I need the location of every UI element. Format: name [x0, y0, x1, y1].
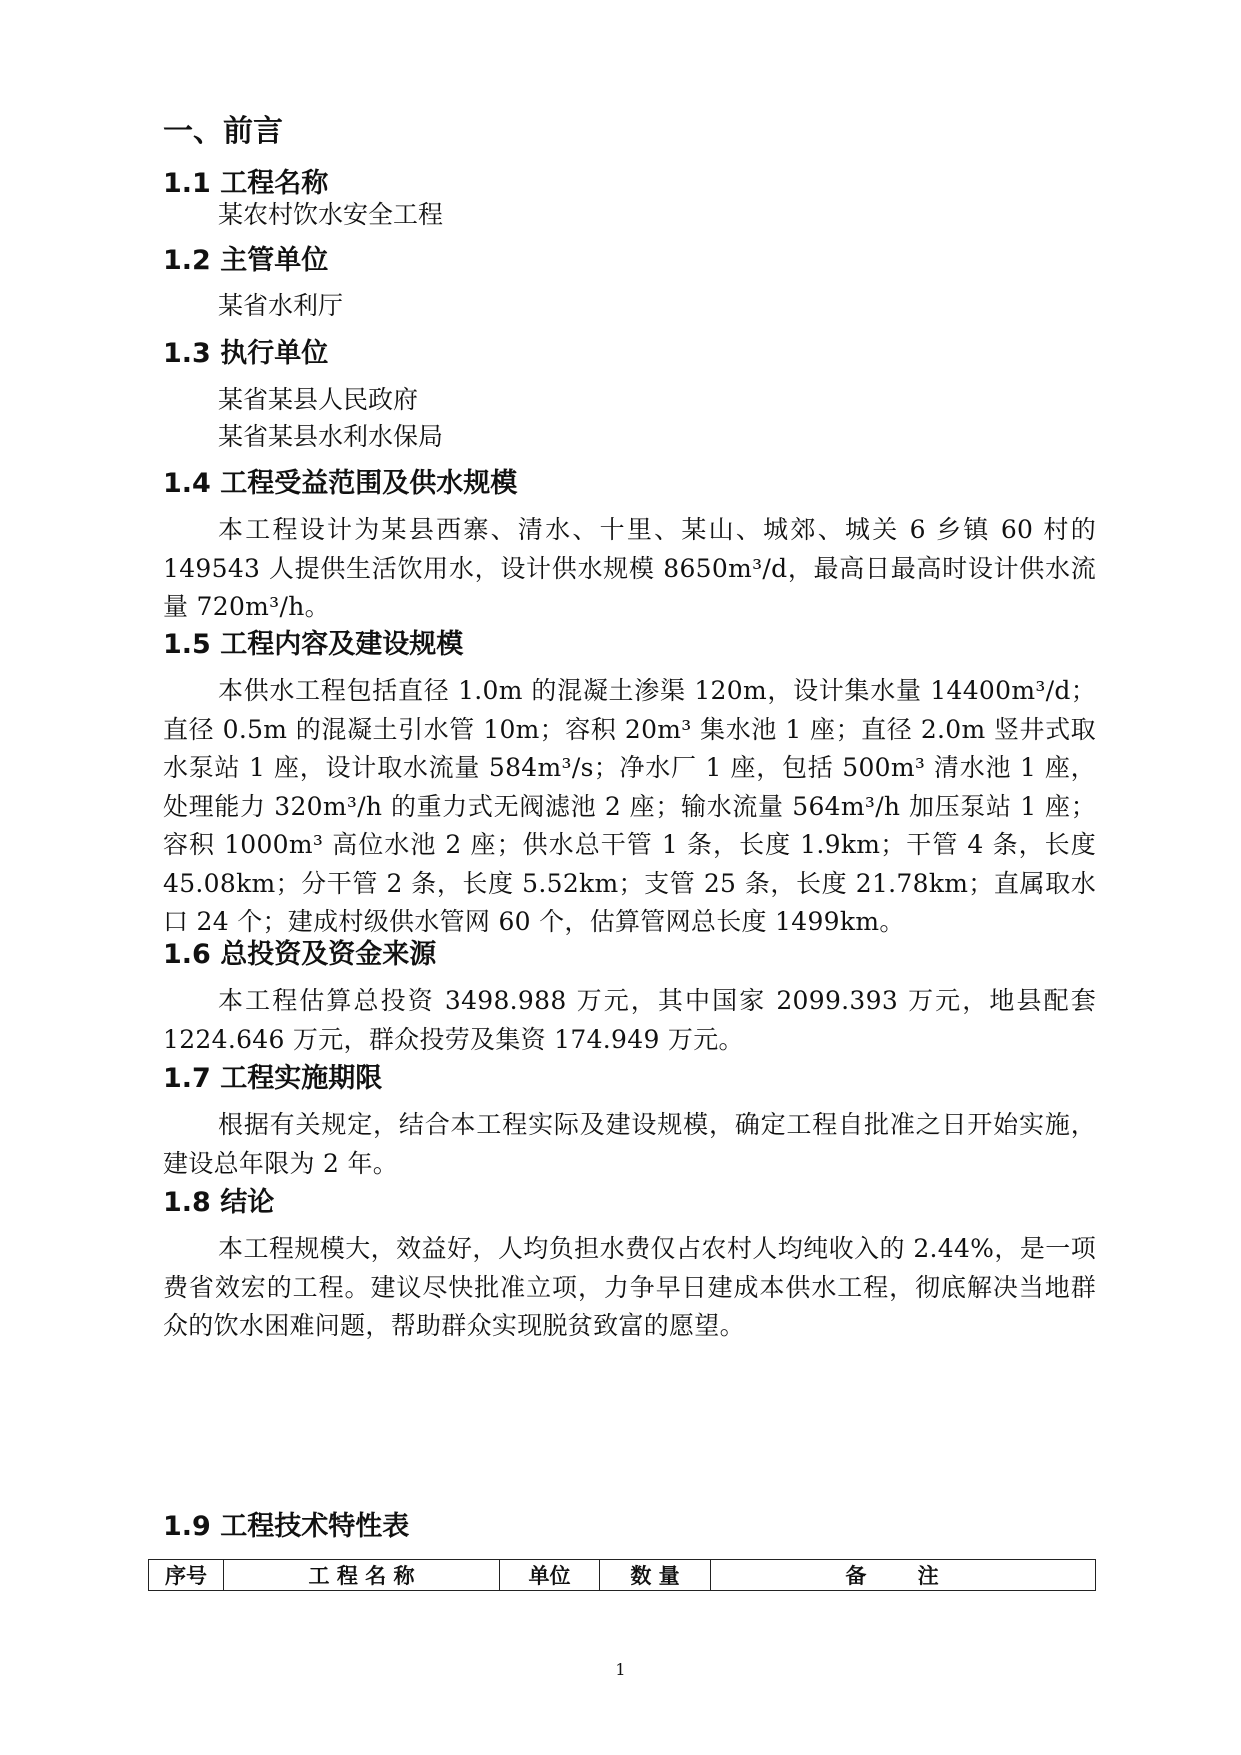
header-unit: 单位: [500, 1560, 600, 1591]
header-project-name: 工 程 名 称: [224, 1560, 500, 1591]
section-heading-1-2: 1.2 主管单位: [163, 245, 329, 276]
section-heading-1-4: 1.4 工程受益范围及供水规模: [163, 468, 518, 499]
header-quantity: 数 量: [600, 1560, 711, 1591]
page-title: 一、前言: [163, 114, 283, 149]
section-heading-1-6: 1.6 总投资及资金来源: [163, 939, 437, 970]
executor-line-2: 某省某县水利水保局: [218, 422, 444, 451]
page-number: 1: [615, 1660, 626, 1679]
table-header-row: [149, 1560, 1096, 1591]
section-heading-1-9: 1.9 工程技术特性表: [163, 1511, 410, 1542]
technical-spec-table: [148, 1559, 1096, 1591]
header-remarks: 备 注: [711, 1560, 1096, 1591]
executor-line-1: 某省某县人民政府: [218, 385, 419, 414]
section-heading-1-8: 1.8 结论: [163, 1187, 275, 1218]
section-heading-1-5: 1.5 工程内容及建设规模: [163, 629, 464, 660]
section-1-5-paragraph: 本供水工程包括直径 1.0m 的混凝土渗渠 120m，设计集水量 14400m³/d；直径 0.5m 的混凝土引水管 10m；容积 20m³ 集水池 1 座；直径 2.0m 竖井式取水泵站 1 座，设计取水流量 584m³/s；净水厂 1 座，包括 500m³ 清水池 1 座，处理能力 320m³/h 的重力式无阀滤池 2 座；输水流量 564m³/h 加压泵站 1 座；容积 1000m³ 高位水池 2 座；供水总干管 1 条，长度 1.9km；干管 4 条，长度 45.08km；分干管 2 条，长度 5.52km；支管 25 条，长度 21.78km；直属取水口 24 个；建成村级供水管网 60 个，估算管网总长度 1499km。: [163, 676, 1096, 936]
section-1-8-paragraph: 本工程规模大，效益好，人均负担水费仅占农村人均纯收入的 2.44%，是一项费省效宏的工程。建议尽快批准立项，力争早日建成本供水工程，彻底解决当地群众的饮水困难问题，帮助群众实现脱贫致富的愿望。: [163, 1234, 1096, 1340]
section-1-6-paragraph: 本工程估算总投资 3498.988 万元，其中国家 2099.393 万元，地县配套 1224.646 万元，群众投劳及集资 174.949 万元。: [163, 986, 1096, 1054]
header-serial: 序号: [149, 1560, 224, 1591]
section-1-7-paragraph: 根据有关规定，结合本工程实际及建设规模，确定工程自批准之日开始实施，建设总年限为 2 年。: [163, 1110, 1096, 1178]
section-heading-1-3: 1.3 执行单位: [163, 338, 329, 369]
project-name: 某农村饮水安全工程: [218, 200, 444, 229]
section-1-4-paragraph: 本工程设计为某县西寨、清水、十里、某山、城郊、城关 6 乡镇 60 村的 149543 人提供生活饮用水，设计供水规模 8650m³/d，最高日最高时设计供水流量 720m³/h。: [163, 515, 1096, 621]
section-heading-1-7: 1.7 工程实施期限: [163, 1063, 383, 1094]
authority-name: 某省水利厅: [218, 291, 344, 320]
section-heading-1-1: 1.1 工程名称: [163, 168, 329, 199]
